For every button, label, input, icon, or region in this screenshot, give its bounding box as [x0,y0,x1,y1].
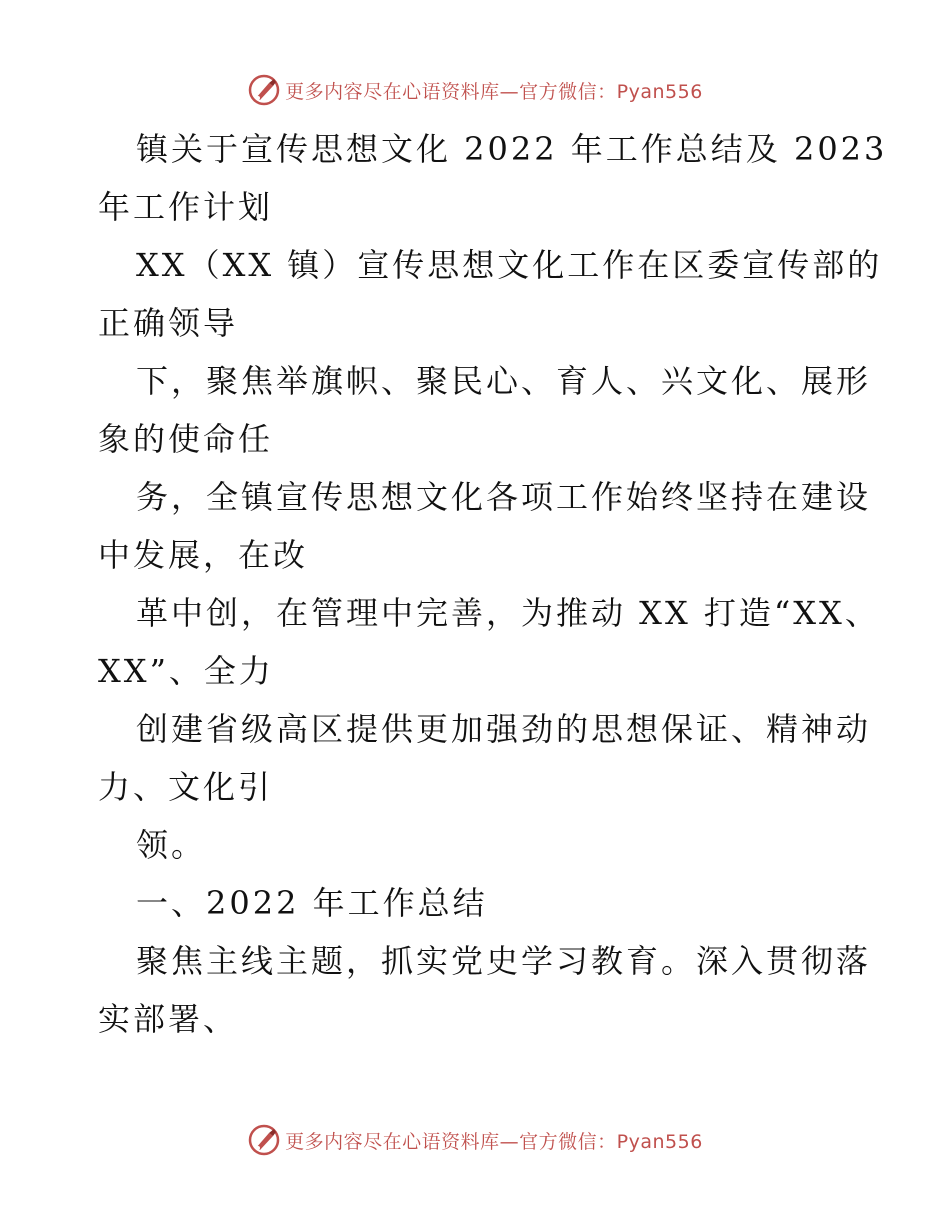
section-heading: 一、2022 年工作总结 [136,884,488,922]
paragraph-line: XX（XX 镇）宣传思想文化工作在区委宣传部的 [136,246,883,284]
title-line-1: 镇关于宣传思想文化 2022 年工作总结及 2023 [136,130,888,168]
paragraph-line: 中发展，在改 [98,536,309,574]
paragraph-line: 象的使命任 [98,420,274,458]
pen-logo-icon [247,73,281,107]
paragraph-line: 力、文化引 [98,768,274,806]
pen-logo-icon [247,1123,281,1157]
paragraph-line: XX”、全力 [98,652,274,690]
watermark-text: 更多内容尽在心语资料库—官方微信：Pyan556 [285,80,703,103]
paragraph-line: 实部署、 [98,1000,239,1038]
paragraph-line: 务，全镇宣传思想文化各项工作始终坚持在建设 [136,478,872,516]
paragraph-line: 领。 [136,826,207,864]
document-body [98,120,888,1048]
watermark-header [0,70,950,110]
paragraph-line: 创建省级高区提供更加强劲的思想保证、精神动 [136,710,872,748]
watermark-text: 更多内容尽在心语资料库—官方微信：Pyan556 [285,1130,703,1153]
paragraph-line: 正确领导 [98,304,239,342]
paragraph-line: 聚焦主线主题，抓实党史学习教育。深入贯彻落 [136,942,872,980]
watermark-footer [0,1120,950,1160]
paragraph-line: 下，聚焦举旗帜、聚民心、育人、兴文化、展形 [136,362,872,400]
paragraph-line: 革中创，在管理中完善，为推动 XX 打造“XX、 [136,594,880,632]
title-line-2: 年工作计划 [98,188,274,226]
